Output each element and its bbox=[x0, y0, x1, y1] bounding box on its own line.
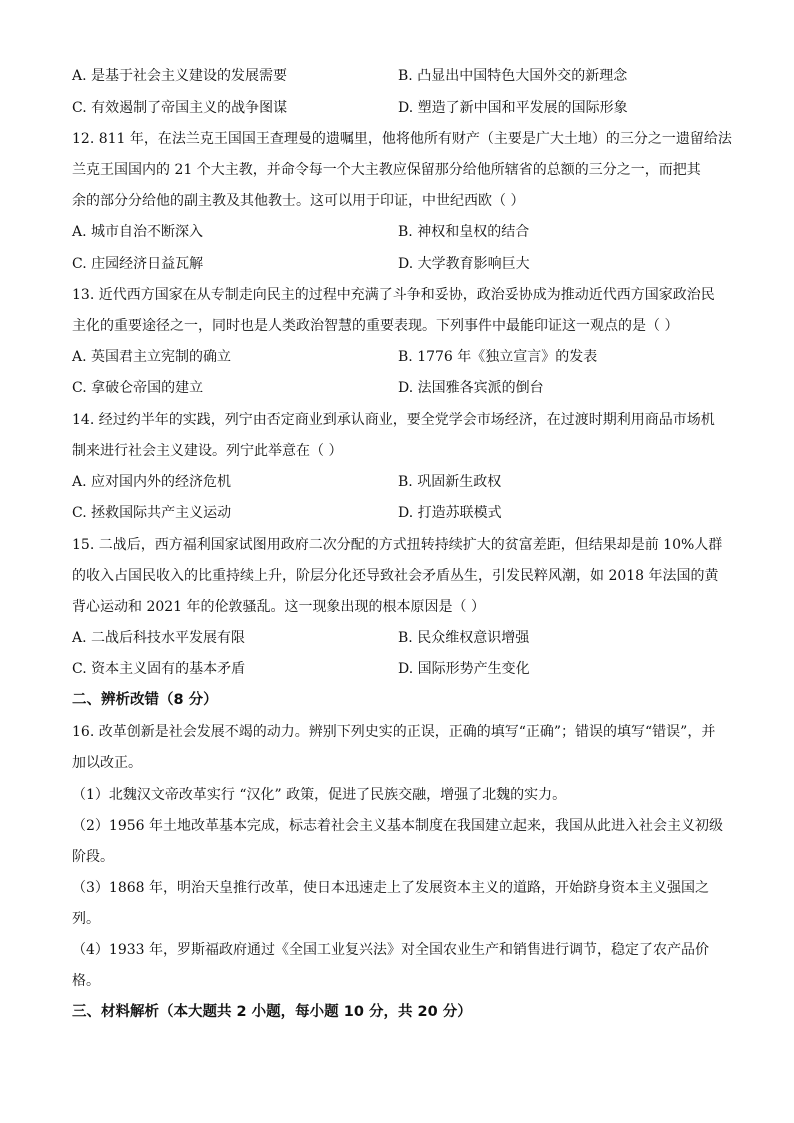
q15-option-b: B. 民众维权意识增强 bbox=[398, 630, 530, 646]
q11-option-c: C. 有效遏制了帝国主义的战争图谋 bbox=[72, 100, 288, 116]
q13-option-c: C. 拿破仑帝国的建立 bbox=[72, 380, 204, 396]
q16-item-3-line-2: 列。 bbox=[72, 911, 100, 927]
q14-stem-line-1: 14. 经过约半年的实践，列宁由否定商业到承认商业，要全党学会市场经济，在过渡时期利用商品市场机 bbox=[72, 412, 715, 428]
q13-stem-line-1: 13. 近代西方国家在从专制走向民主的过程中充满了斗争和妥协，政治妥协成为推动近代西方国家政治民 bbox=[72, 287, 715, 303]
q16-item-3-line-1: （3）1868 年，明治天皇推行改革，使日本迅速走上了发展资本主义的道路，开始跻身资本主义强国之 bbox=[72, 880, 709, 896]
q12-option-c: C. 庄园经济日益瓦解 bbox=[72, 256, 204, 272]
q15-stem-line-3: 背心运动和 2021 年的伦敦骚乱。这一现象出现的根本原因是（ ） bbox=[72, 599, 485, 615]
q15-option-a: A. 二战后科技水平发展有限 bbox=[72, 630, 246, 646]
q16-item-1: （1）北魏汉文帝改革实行 “汉化” 政策，促进了民族交融，增强了北魏的实力。 bbox=[72, 787, 567, 803]
q15-option-d: D. 国际形势产生变化 bbox=[398, 661, 530, 677]
q15-stem-line-1: 15. 二战后，西方福利国家试图用政府二次分配的方式扭转持续扩大的贫富差距，但结果却是前 10%人群 bbox=[72, 537, 723, 553]
q12-option-a: A. 城市自治不断深入 bbox=[72, 224, 204, 240]
q14-option-c: C. 拯救国际共产主义运动 bbox=[72, 505, 232, 521]
q16-item-4-line-2: 格。 bbox=[72, 973, 100, 989]
q11-option-b: B. 凸显出中国特色大国外交的新理念 bbox=[398, 68, 628, 84]
q12-stem-line-3: 余的部分分给他的副主教及其他教士。这可以用于印证，中世纪西欧（ ） bbox=[72, 193, 525, 209]
q12-stem-line-2: 兰克王国国内的 21 个大主教，并命令每一个大主教应保留那分给他所辖省的总额的三分之一，而把其 bbox=[72, 162, 701, 178]
q12-option-b: B. 神权和皇权的结合 bbox=[398, 224, 530, 240]
q16-item-2-line-2: 阶段。 bbox=[72, 849, 114, 865]
section-2-heading: 二、辨析改错（8 分） bbox=[72, 692, 218, 708]
q16-item-4-line-1: （4）1933 年，罗斯福政府通过《全国工业复兴法》对全国农业生产和销售进行调节，稳定了农产品价 bbox=[72, 942, 709, 958]
q11-option-d: D. 塑造了新中国和平发展的国际形象 bbox=[398, 100, 628, 116]
q13-stem-line-2: 主化的重要途径之一，同时也是人类政治智慧的重要表现。下列事件中最能印证这一观点的是（ ） bbox=[72, 318, 679, 334]
q13-option-b: B. 1776 年《独立宣言》的发表 bbox=[398, 349, 598, 365]
q14-option-b: B. 巩固新生政权 bbox=[398, 474, 502, 490]
section-3-heading: 三、材料解析（本大题共 2 小题，每小题 10 分，共 20 分） bbox=[72, 1004, 472, 1020]
q11-option-a: A. 是基于社会主义建设的发展需要 bbox=[72, 68, 288, 84]
q14-option-a: A. 应对国内外的经济危机 bbox=[72, 474, 232, 490]
q16-item-2-line-1: （2）1956 年土地改革基本完成，标志着社会主义基本制度在我国建立起来，我国从此进入社会主义初级 bbox=[72, 818, 723, 834]
q16-stem-line-1: 16. 改革创新是社会发展不竭的动力。辨别下列史实的正误，正确的填写“正确”；错误的填写“错误”，并 bbox=[72, 724, 716, 740]
q12-stem-line-1: 12. 811 年，在法兰克王国国王查理曼的遗嘱里，他将他所有财产（主要是广大土地）的三分之一遗留给法 bbox=[72, 131, 732, 147]
q14-option-d: D. 打造苏联模式 bbox=[398, 505, 502, 521]
q12-option-d: D. 大学教育影响巨大 bbox=[398, 256, 530, 272]
q13-option-d: D. 法国雅各宾派的倒台 bbox=[398, 380, 544, 396]
q13-option-a: A. 英国君主立宪制的确立 bbox=[72, 349, 232, 365]
q15-option-c: C. 资本主义固有的基本矛盾 bbox=[72, 661, 246, 677]
q16-stem-line-2: 加以改正。 bbox=[72, 755, 142, 771]
q14-stem-line-2: 制来进行社会主义建设。列宁此举意在（ ） bbox=[72, 443, 343, 459]
q15-stem-line-2: 的收入占国民收入的比重持续上升，阶层分化还导致社会矛盾丛生，引发民粹风潮，如 2018 年法国的黄 bbox=[72, 568, 719, 584]
